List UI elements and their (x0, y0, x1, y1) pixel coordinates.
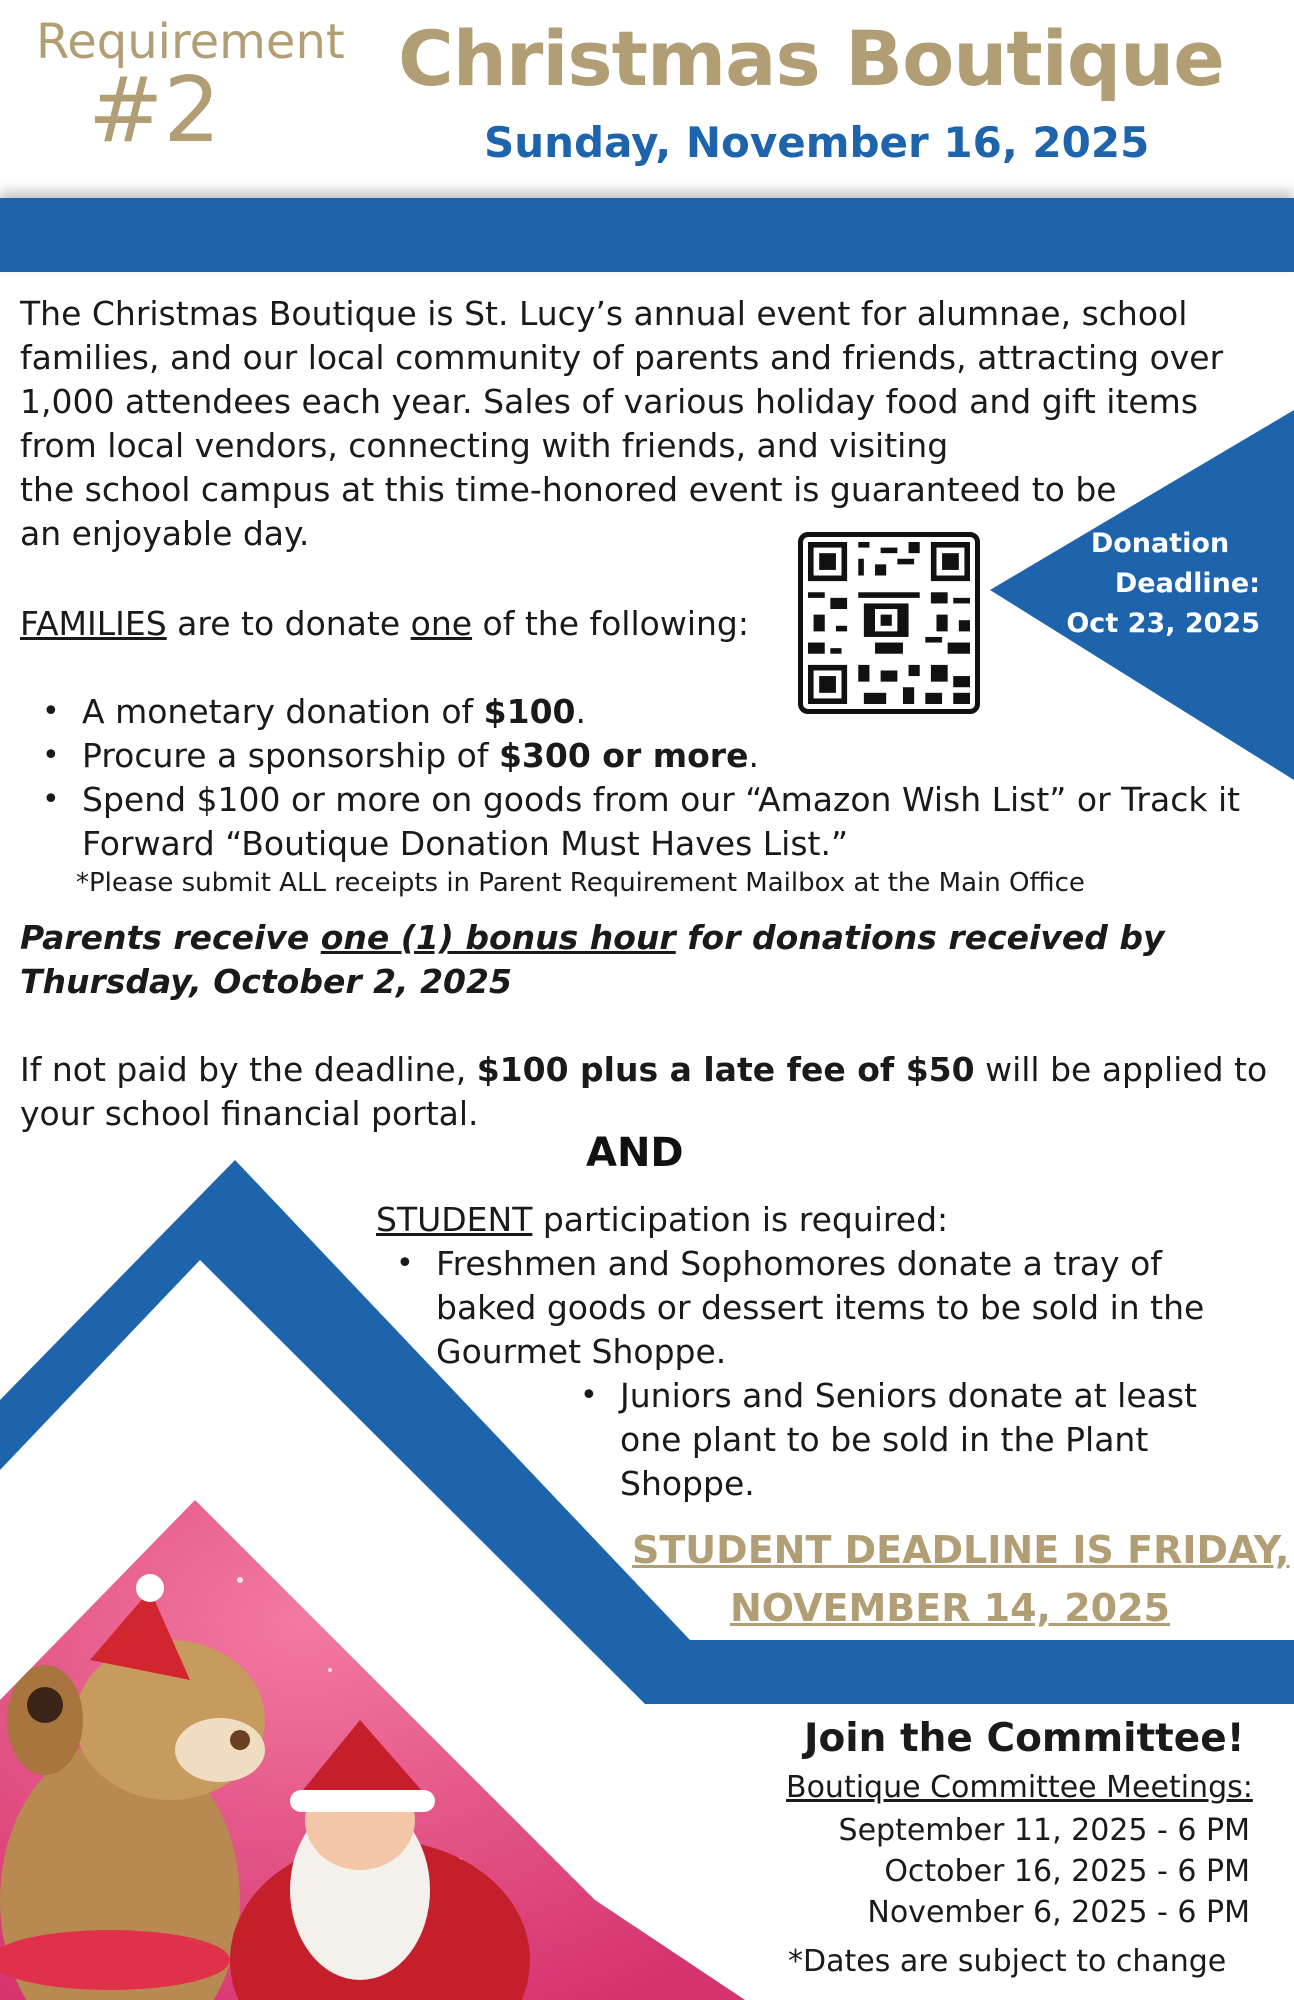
header-band (0, 198, 1294, 272)
student-tail: participation is required: (532, 1200, 949, 1239)
bullet-continuation: Shoppe. (620, 1464, 755, 1503)
committee-title: Join the Committee! (804, 1716, 1245, 1761)
late-text: your school financial portal. (20, 1094, 479, 1133)
intro-line: families, and our local community of parents and friends, attracting over (20, 338, 1224, 377)
families-heading (20, 602, 749, 646)
late-text: will be applied to (974, 1050, 1268, 1089)
families-mid: are to donate (166, 604, 411, 643)
bonus-text: for donations received by (675, 918, 1165, 957)
meeting-date: November 6, 2025 - 6 PM (867, 1895, 1250, 1930)
bullet-text: Procure a sponsorship of (82, 736, 499, 775)
late-fee-notice (20, 1048, 1267, 1136)
bonus-underlined: one (1) bonus hour (320, 918, 676, 957)
intro-line: the school campus at this time-honored event is guaranteed to be (20, 470, 1117, 509)
bullet-continuation: Forward “Boutique Donation Must Haves List.” (82, 824, 849, 863)
student-bullet-1 (436, 1242, 1204, 1374)
qr-code[interactable] (798, 532, 980, 714)
bullet-bold: $100 (483, 692, 576, 731)
requirement-number: #2 (88, 58, 221, 163)
late-bold: $100 plus a late fee of $50 (476, 1050, 975, 1089)
intro-line: an enjoyable day. (20, 514, 310, 553)
intro-line: from local vendors, connecting with friends, and visiting (20, 426, 949, 465)
intro-line: The Christmas Boutique is St. Lucy’s annual event for alumnae, school (20, 294, 1188, 333)
student-deadline-line1: STUDENT DEADLINE IS FRIDAY, (632, 1528, 1290, 1572)
donation-deadline-line2: Deadline: (1114, 568, 1260, 599)
list-item: • Freshmen and Sophomores donate a tray of (436, 1242, 1204, 1286)
families-tail: of the following: (472, 604, 749, 643)
bullet-continuation: baked goods or dessert items to be sold in the (436, 1288, 1205, 1327)
committee-subtitle: Boutique Committee Meetings: (786, 1770, 1253, 1805)
bullet-continuation: one plant to be sold in the Plant (620, 1420, 1149, 1459)
student-bullet-2 (620, 1374, 1197, 1506)
student-lead: STUDENT (376, 1200, 533, 1239)
bullet-text: A monetary donation of (82, 692, 484, 731)
bonus-hour-notice (20, 916, 1164, 1004)
bullet-bold: $300 or more (498, 736, 749, 775)
list-item: • Juniors and Seniors donate at least (620, 1374, 1197, 1418)
qr-code-icon (808, 542, 970, 704)
meeting-date: September 11, 2025 - 6 PM (838, 1813, 1250, 1848)
list-item (82, 778, 1240, 822)
donation-deadline-line3: Oct 23, 2025 (1066, 608, 1260, 639)
student-heading (376, 1198, 948, 1242)
bonus-text: Parents receive (20, 918, 321, 957)
and-divider: AND (586, 1130, 684, 1176)
committee-note: *Dates are subject to change (788, 1944, 1227, 1979)
page-title: Christmas Boutique (398, 14, 1224, 103)
families-lead: FAMILIES (20, 604, 167, 643)
meeting-date: October 16, 2025 - 6 PM (884, 1854, 1250, 1889)
list-item (82, 690, 1240, 734)
intro-line: 1,000 attendees each year. Sales of various holiday food and gift items (20, 382, 1199, 421)
list-item (82, 734, 1240, 778)
families-bullet-list (82, 690, 1240, 866)
late-text: If not paid by the deadline, (20, 1050, 477, 1089)
committee-dates (839, 1810, 1250, 1933)
bonus-date: Thursday, October 2, 2025 (20, 962, 512, 1001)
bullet-text: . (575, 692, 586, 731)
families-one: one (410, 604, 473, 643)
bullet-text: Spend $100 or more on goods from our “Amazon Wish List” or Track it (82, 780, 1241, 819)
receipts-note: *Please submit ALL receipts in Parent Requirement Mailbox at the Main Office (76, 868, 1085, 898)
student-deadline-line2: NOVEMBER 14, 2025 (730, 1586, 1170, 1630)
donation-deadline-line1: Donation (1090, 528, 1230, 559)
bullet-continuation: Gourmet Shoppe. (436, 1332, 727, 1371)
bullet-text: . (748, 736, 759, 775)
intro-paragraph (20, 292, 1223, 556)
requirement-label: Requirement (36, 14, 345, 70)
event-date: Sunday, November 16, 2025 (484, 118, 1150, 167)
